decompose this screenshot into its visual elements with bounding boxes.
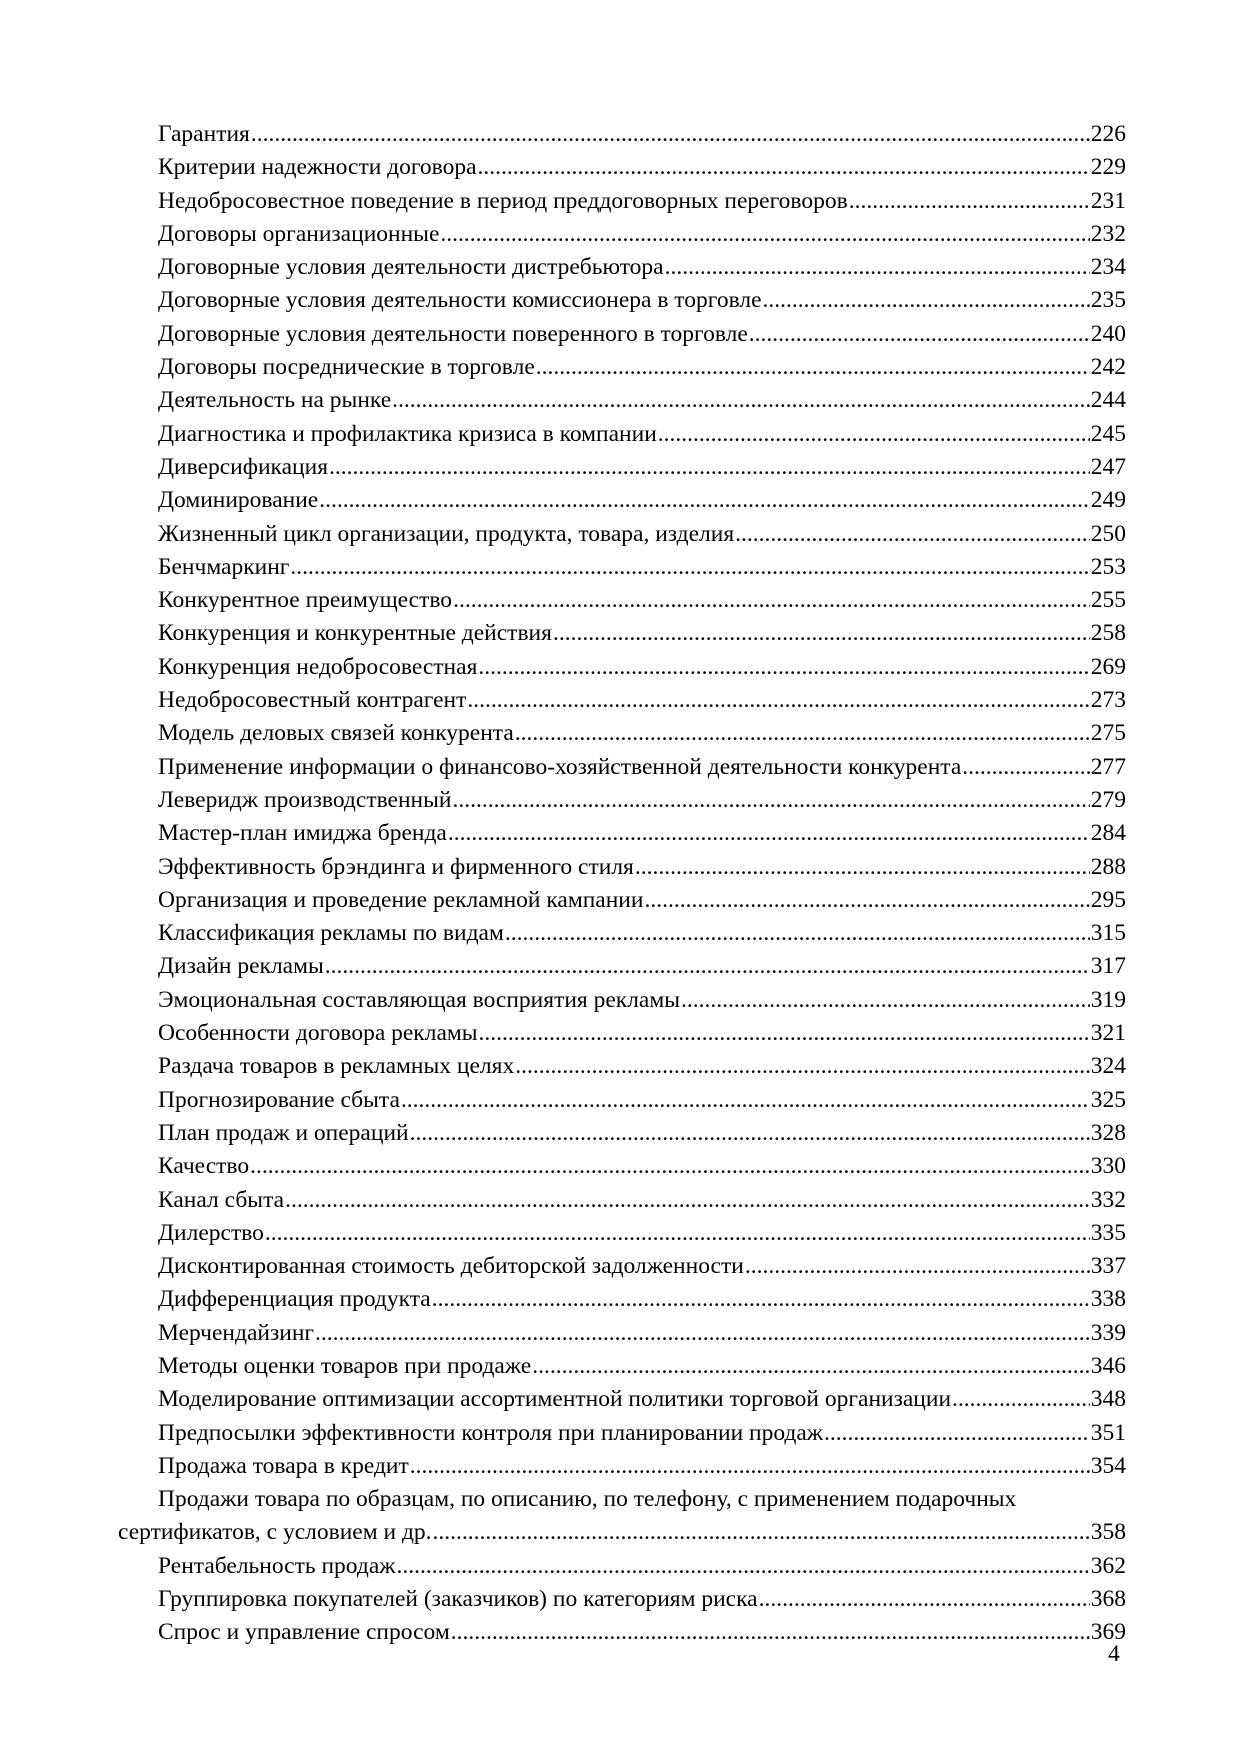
toc-leader-dots: [397, 1550, 1090, 1583]
toc-entry-title: Особенности договора рекламы: [158, 1020, 478, 1047]
toc-entry: [118, 551, 1126, 584]
toc-leader-dots: [644, 884, 1089, 917]
toc-leader-dots: [553, 617, 1090, 650]
toc-entry-page: 229: [1090, 154, 1126, 181]
toc-leader-dots: [635, 851, 1090, 884]
toc-entry-title: Рентабельность продаж: [158, 1552, 396, 1579]
toc-leader-dots: [265, 1217, 1090, 1250]
toc-entry: [118, 1117, 1126, 1150]
toc-entry-title: Группировка покупателей (заказчиков) по категориям риска: [158, 1586, 758, 1613]
toc-entry-page: 338: [1090, 1286, 1126, 1313]
toc-leader-dots: [665, 251, 1090, 284]
toc-entry-page: 244: [1090, 387, 1126, 414]
toc-entry: [118, 1317, 1126, 1350]
toc-leader-dots: [536, 351, 1090, 384]
toc-entry-page: 325: [1090, 1086, 1126, 1113]
toc-leader-dots: [515, 717, 1090, 750]
toc-leader-dots: [251, 118, 1090, 151]
toc-entry-page: 240: [1090, 320, 1126, 347]
toc-entry-title: Применение информации о финансово-хозяйственной деятельности конкурента: [158, 753, 962, 780]
toc-entry-page: 231: [1090, 187, 1126, 214]
toc-leader-dots: [467, 684, 1089, 717]
toc-entry-title: Модель деловых связей конкурента: [158, 720, 514, 747]
toc-leader-dots: [453, 584, 1090, 617]
toc-entry-title: Договорные условия деятельности поверенного в торговле: [158, 320, 748, 347]
toc-entry-page: 232: [1090, 220, 1126, 247]
toc-entry-page: 247: [1090, 453, 1126, 480]
toc-entry-page: 368: [1090, 1586, 1126, 1613]
toc-entry: [118, 984, 1126, 1017]
toc-entry-title: Доминирование: [158, 487, 319, 514]
toc-leader-dots: [658, 418, 1090, 451]
toc-leader-dots: [532, 1350, 1090, 1383]
toc-leader-dots: [440, 218, 1089, 251]
toc-entry: [118, 651, 1126, 684]
toc-leader-dots: [329, 451, 1090, 484]
toc-entry-page: 273: [1090, 687, 1126, 714]
toc-leader-dots: [505, 917, 1090, 950]
toc-entries-after: [118, 1550, 1126, 1650]
toc-entry-title: Эффективность брэндинга и фирменного стиля: [158, 853, 634, 880]
toc-entry-title: Леверидж производственный: [158, 786, 452, 813]
toc-entry: [118, 1550, 1126, 1583]
toc-entry: [118, 384, 1126, 417]
toc-entry-title: Продажа товара в кредит: [158, 1452, 409, 1479]
toc-leader-dots: [432, 1283, 1090, 1316]
table-of-contents: [118, 118, 1126, 1650]
toc-entry: [118, 1184, 1126, 1217]
toc-entry-title-line1: Продажи товара по образцам, по описанию, по телефону, с применением подарочных: [158, 1486, 1017, 1513]
toc-entry-page: 249: [1090, 487, 1126, 514]
toc-leader-dots: [824, 1417, 1090, 1450]
toc-entry: [118, 1350, 1126, 1383]
toc-entry: [118, 1383, 1126, 1416]
toc-entry-page: 250: [1090, 520, 1126, 547]
toc-entry-title: Мастер-план имиджа бренда: [158, 820, 447, 847]
toc-entry-title: Прогнозирование сбыта: [158, 1086, 400, 1113]
toc-entry-title: Качество: [158, 1153, 250, 1180]
toc-entry-title: Раздача товаров в рекламных целях: [158, 1053, 515, 1080]
toc-entry-page: 319: [1090, 986, 1126, 1013]
toc-entry-page: 358: [1090, 1519, 1126, 1546]
toc-entry-page: 242: [1090, 354, 1126, 381]
toc-entry-page: 332: [1090, 1186, 1126, 1213]
toc-entry: [118, 185, 1126, 218]
toc-leader-dots: [478, 651, 1089, 684]
toc-entry: [118, 1583, 1126, 1616]
toc-entry-page: 335: [1090, 1219, 1126, 1246]
toc-entry: [118, 1450, 1126, 1483]
toc-entry-page: 245: [1090, 420, 1126, 447]
toc-leader-dots: [290, 551, 1089, 584]
toc-entry: [118, 1017, 1126, 1050]
toc-entry: [118, 817, 1126, 850]
toc-leader-dots: [453, 784, 1090, 817]
toc-entry-title: Классификация рекламы по видам: [158, 920, 504, 947]
toc-entry: [118, 1283, 1126, 1316]
toc-entry-page: 234: [1090, 254, 1126, 281]
toc-entry: [118, 284, 1126, 317]
toc-leader-dots: [433, 1516, 1090, 1549]
toc-entry-page: 351: [1090, 1419, 1126, 1446]
toc-entry-page: 277: [1090, 753, 1126, 780]
toc-entry: [118, 418, 1126, 451]
toc-entry: [118, 1417, 1126, 1450]
toc-entry-title: Договоры посреднические в торговле: [158, 354, 535, 381]
toc-entry-page: 328: [1090, 1119, 1126, 1146]
toc-entry: [118, 318, 1126, 351]
toc-leader-dots: [478, 151, 1090, 184]
toc-entry-page: 253: [1090, 553, 1126, 580]
toc-entry-title: Дизайн рекламы: [158, 953, 324, 980]
toc-leader-dots: [250, 1150, 1090, 1183]
toc-entry: [118, 484, 1126, 517]
toc-entry-title: Договорные условия деятельности дистребьютора: [158, 254, 664, 281]
toc-entry-title: Диверсификация: [158, 453, 329, 480]
toc-leader-dots: [681, 984, 1090, 1017]
toc-entry: [118, 751, 1126, 784]
toc-entry-title: Конкурентное преимущество: [158, 587, 453, 614]
toc-leader-dots: [315, 1317, 1090, 1350]
toc-entry-title: Конкуренция и конкурентные действия: [158, 620, 552, 647]
toc-leader-dots: [849, 185, 1090, 218]
toc-entry-page: 284: [1090, 820, 1126, 847]
toc-entry-title: Конкуренция недобросовестная: [158, 653, 478, 680]
toc-entry: [118, 1084, 1126, 1117]
toc-entry-page: 235: [1090, 287, 1126, 314]
toc-entry-page: 324: [1090, 1053, 1126, 1080]
toc-entry-line2: [118, 1516, 1126, 1549]
toc-entry-title: План продаж и операций: [158, 1119, 409, 1146]
toc-entry-title: Договоры организационные: [158, 220, 440, 247]
toc-entry-title: Гарантия: [158, 121, 250, 147]
toc-entry-title: Диагностика и профилактика кризиса в компании: [158, 420, 657, 447]
toc-entry-title: Мерчендайзинг: [158, 1319, 315, 1346]
toc-entry-page: 279: [1090, 786, 1126, 813]
toc-entry: [118, 451, 1126, 484]
toc-entry-page: 362: [1090, 1552, 1126, 1579]
toc-entry: [118, 1616, 1126, 1649]
toc-entry: [118, 151, 1126, 184]
toc-entry: [118, 518, 1126, 551]
toc-leader-dots: [410, 1450, 1090, 1483]
toc-entry-page: 315: [1090, 920, 1126, 947]
toc-entries: [118, 118, 1126, 1483]
toc-entry-page: 295: [1090, 886, 1126, 913]
toc-entry: [118, 884, 1126, 917]
page-number: 4: [1108, 1641, 1120, 1667]
toc-entry: [118, 584, 1126, 617]
toc-leader-dots: [325, 950, 1090, 983]
toc-entry-title: Методы оценки товаров при продаже: [158, 1352, 532, 1379]
toc-entry-title: Дифференциация продукта: [158, 1286, 431, 1313]
toc-entry-title: Предпосылки эффективности контроля при планировании продаж: [158, 1419, 824, 1446]
toc-entry: [118, 684, 1126, 717]
toc-entry-multiline: [118, 1483, 1126, 1550]
toc-entry-page: 275: [1090, 720, 1126, 747]
toc-entry-page: 348: [1090, 1386, 1126, 1413]
toc-entry: [118, 1150, 1126, 1183]
toc-entry-page: 330: [1090, 1153, 1126, 1180]
toc-entry-title: Дисконтированная стоимость дебиторской задолженности: [158, 1253, 744, 1280]
toc-leader-dots: [319, 484, 1090, 517]
toc-entry: [118, 118, 1126, 151]
toc-entry-page: 255: [1090, 587, 1126, 614]
toc-entry: [118, 251, 1126, 284]
toc-entry-title: Недобросовестный контрагент: [158, 687, 467, 714]
toc-entry: [118, 617, 1126, 650]
toc-entry: [118, 917, 1126, 950]
toc-entry: [118, 1217, 1126, 1250]
toc-entry-title: Дилерство: [158, 1219, 264, 1246]
toc-entry-title: Критерии надежности договора: [158, 154, 477, 181]
toc-entry: [118, 1250, 1126, 1283]
toc-entry-page: 369: [1090, 1619, 1126, 1646]
toc-entry-page: 317: [1090, 953, 1126, 980]
toc-entry: [118, 717, 1126, 750]
toc-leader-dots: [285, 1184, 1090, 1217]
toc-entry-page: 288: [1090, 853, 1126, 880]
toc-entry-title: Моделирование оптимизации ассортиментной политики торговой организации: [158, 1386, 952, 1413]
toc-leader-dots: [735, 518, 1090, 551]
toc-entry: [118, 950, 1126, 983]
toc-entry-page: 269: [1090, 653, 1126, 680]
toc-entry-title: Спрос и управление спросом: [158, 1619, 450, 1646]
toc-entry-title: Жизненный цикл организации, продукта, товара, изделия: [158, 520, 735, 547]
toc-entry: [118, 218, 1126, 251]
toc-entry-title: Организация и проведение рекламной кампании: [158, 886, 644, 913]
toc-leader-dots: [451, 1616, 1090, 1649]
toc-entry-title: Недобросовестное поведение в период преддоговорных переговоров: [158, 187, 848, 214]
toc-leader-dots: [759, 1583, 1090, 1616]
toc-entry-page: 321: [1090, 1020, 1126, 1047]
toc-leader-dots: [448, 817, 1090, 850]
toc-leader-dots: [515, 1050, 1090, 1083]
toc-leader-dots: [749, 318, 1090, 351]
toc-entry-page: 339: [1090, 1319, 1126, 1346]
toc-entry-page: 346: [1090, 1352, 1126, 1379]
toc-entry-title: Деятельность на рынке: [158, 387, 392, 414]
toc-leader-dots: [410, 1117, 1090, 1150]
toc-leader-dots: [763, 284, 1090, 317]
toc-entry-title: Договорные условия деятельности комиссионера в торговле: [158, 287, 762, 314]
toc-leader-dots: [962, 751, 1089, 784]
toc-entry-page: 258: [1090, 620, 1126, 647]
toc-entry-page: 337: [1090, 1253, 1126, 1280]
toc-entry: [118, 1050, 1126, 1083]
toc-leader-dots: [479, 1017, 1090, 1050]
toc-entry-page: 354: [1090, 1452, 1126, 1479]
toc-entry-title: Эмоциональная составляющая восприятия рекламы: [158, 986, 681, 1013]
toc-entry: [118, 351, 1126, 384]
toc-entry-title: Канал сбыта: [158, 1186, 285, 1213]
toc-leader-dots: [745, 1250, 1090, 1283]
toc-entry: [118, 851, 1126, 884]
toc-leader-dots: [392, 384, 1090, 417]
toc-leader-dots: [401, 1084, 1090, 1117]
toc-leader-dots: [952, 1383, 1090, 1416]
toc-entry: [118, 784, 1126, 817]
toc-entry-title-line2: сертификатов, с условием и др.: [118, 1519, 432, 1546]
toc-entry-page: 226: [1090, 121, 1126, 147]
toc-entry-title: Бенчмаркинг: [158, 553, 290, 580]
